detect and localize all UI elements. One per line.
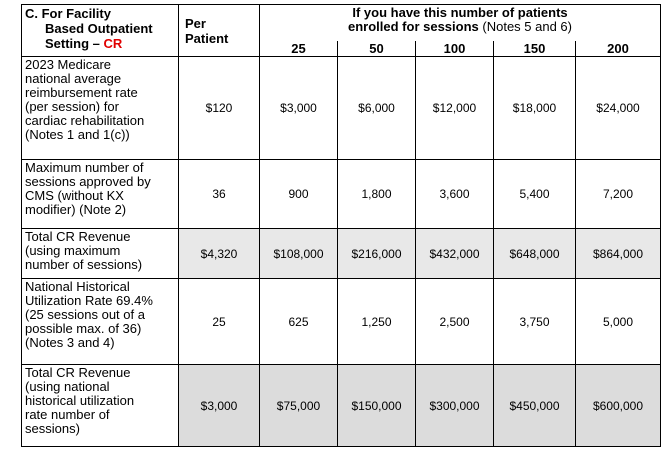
value-cell: 3,750 <box>494 279 576 365</box>
row-label <box>22 57 179 160</box>
value-cell: $3,000 <box>260 57 338 160</box>
value-cell: $150,000 <box>338 365 416 447</box>
per-patient-line: Patient <box>185 30 229 46</box>
table-row <box>22 57 661 160</box>
row-label-line: historical utilization <box>25 393 135 408</box>
row-label-line: reimbursement rate <box>25 85 138 100</box>
value-cell: 3,600 <box>416 160 494 229</box>
value-cell: $432,000 <box>416 229 494 279</box>
row-label <box>22 279 179 365</box>
patient-count-header: 200 <box>576 41 661 57</box>
value-cell: $864,000 <box>576 229 661 279</box>
cr-revenue-table <box>21 4 661 447</box>
group-header-line: If you have this number of patients <box>352 5 568 20</box>
value-cell: $6,000 <box>338 57 416 160</box>
value-cell: $18,000 <box>494 57 576 160</box>
row-label-line: 2023 Medicare <box>25 57 111 72</box>
row-label-line: (using maximum <box>25 243 121 258</box>
row-label-line: (per session) for <box>25 99 119 114</box>
row-label-line: (25 sessions out of a <box>25 307 145 322</box>
value-cell: 5,000 <box>576 279 661 365</box>
row-label-line: (using national <box>25 379 110 394</box>
row-label-line: Utilization Rate 69.4% <box>25 293 153 308</box>
value-cell: 5,400 <box>494 160 576 229</box>
title-line-text: Based Outpatient <box>45 21 153 36</box>
patient-count-header: 150 <box>494 41 576 57</box>
row-label-line: national average <box>25 71 122 86</box>
title-line-text: Setting – <box>45 36 100 51</box>
row-label-line: CMS (without KX <box>25 188 124 203</box>
title-line <box>25 21 176 36</box>
value-cell: 900 <box>260 160 338 229</box>
row-label-line: number of sessions) <box>25 257 143 272</box>
table-title <box>22 5 179 57</box>
cr-label: CR <box>103 36 123 51</box>
row-label-line: National Historical <box>25 279 130 294</box>
row-label-line: sessions) <box>25 421 80 436</box>
per-patient-line: Per <box>185 15 206 31</box>
value-cell: $216,000 <box>338 229 416 279</box>
value-cell: $108,000 <box>260 229 338 279</box>
table-row <box>22 160 661 229</box>
row-label-line: Total CR Revenue <box>25 365 131 380</box>
value-cell: 1,800 <box>338 160 416 229</box>
row-label-line: (Notes 1 and 1(c)) <box>25 127 130 142</box>
group-header-bold: enrolled for sessions <box>348 19 479 34</box>
value-cell: 2,500 <box>416 279 494 365</box>
per-patient-header <box>179 5 260 57</box>
value-cell: $75,000 <box>260 365 338 447</box>
group-header-notes: (Notes 5 and 6) <box>482 19 572 34</box>
row-label-line: Total CR Revenue <box>25 229 131 244</box>
value-cell: 625 <box>260 279 338 365</box>
per-patient-cell: $120 <box>179 57 260 160</box>
value-cell: $24,000 <box>576 57 661 160</box>
value-cell: $600,000 <box>576 365 661 447</box>
value-cell: 7,200 <box>576 160 661 229</box>
row-label-line: cardiac rehabilitation <box>25 113 145 128</box>
patients-group-header <box>260 5 661 42</box>
row-label-line: (Notes 3 and 4) <box>25 335 115 350</box>
per-patient-cell: 25 <box>179 279 260 365</box>
table-row <box>22 229 661 279</box>
per-patient-cell: 36 <box>179 160 260 229</box>
patient-count-header: 50 <box>338 41 416 57</box>
value-cell: $12,000 <box>416 57 494 160</box>
row-label <box>22 160 179 229</box>
group-header-line <box>260 20 660 34</box>
title-line: C. For Facility <box>25 6 111 21</box>
row-label <box>22 365 179 447</box>
row-label-line: possible max. of 36) <box>25 321 142 336</box>
patient-count-header: 25 <box>260 41 338 57</box>
per-patient-cell: $3,000 <box>179 365 260 447</box>
value-cell: $300,000 <box>416 365 494 447</box>
value-cell: $450,000 <box>494 365 576 447</box>
row-label-line: sessions approved by <box>25 174 151 189</box>
row-label-line: rate number of <box>25 407 110 422</box>
row-label-line: modifier) (Note 2) <box>25 202 127 217</box>
value-cell: 1,250 <box>338 279 416 365</box>
table-row <box>22 279 661 365</box>
per-patient-cell: $4,320 <box>179 229 260 279</box>
table-row <box>22 365 661 447</box>
header-row <box>22 5 661 42</box>
value-cell: $648,000 <box>494 229 576 279</box>
title-line <box>25 36 176 51</box>
patient-count-header: 100 <box>416 41 494 57</box>
row-label-line: Maximum number of <box>25 160 144 175</box>
row-label <box>22 229 179 279</box>
